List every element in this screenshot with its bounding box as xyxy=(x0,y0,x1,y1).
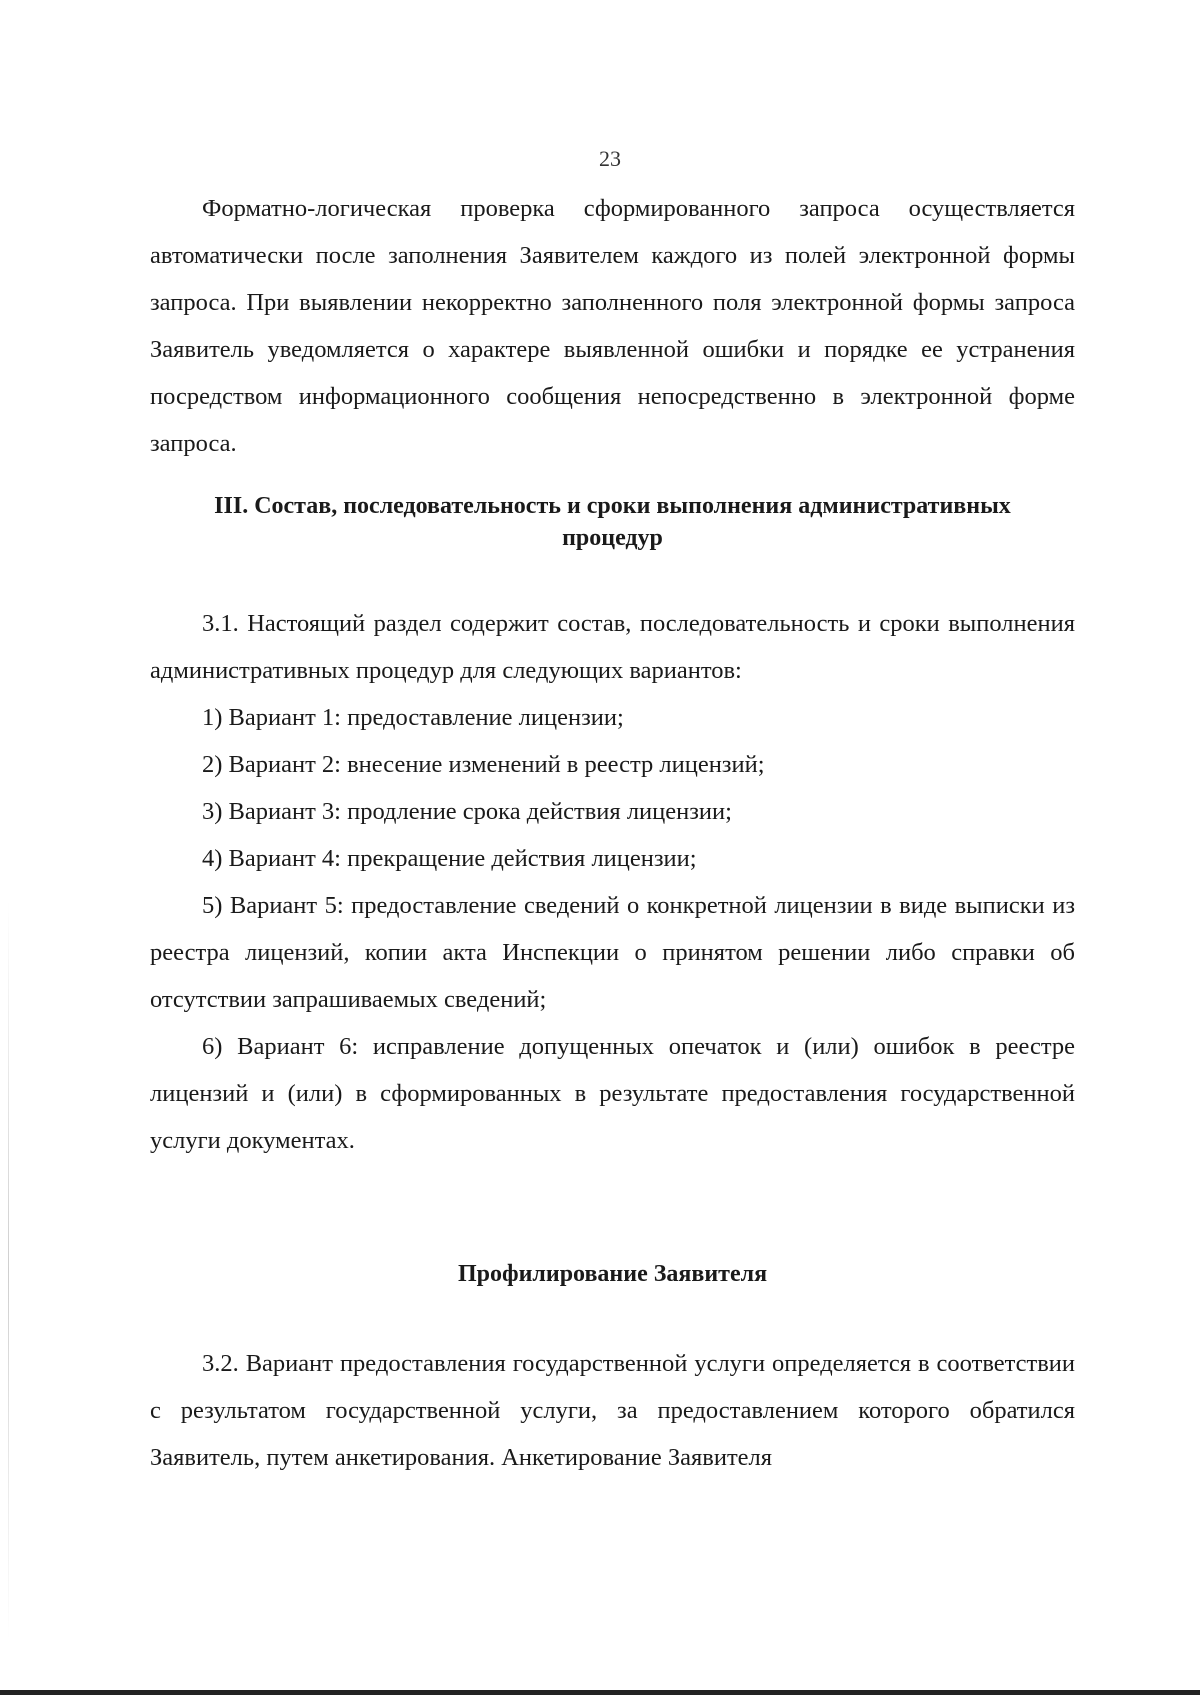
variant-item-6: 6) Вариант 6: исправление допущенных опечаток и (или) ошибок в реестре лицензий и (или) в сформированных в результате предоставления государственной услуги документах. xyxy=(150,1033,1075,1154)
variant-item-5: 5) Вариант 5: предоставление сведений о конкретной лицензии в виде выписки из реестра лицензий, копии акта Инспекции о принятом решении либо справки об отсутствии запрашиваемых сведений; xyxy=(150,892,1075,1013)
subheading-profiling: Профилирование Заявителя xyxy=(457,1261,768,1287)
paragraph-3-2: 3.2. Вариант предоставления государственной услуги определяется в соответствии с результатом государственной услуги, за предоставлением которого обратился Заявитель, путем анкетирования. Анкетирование Заявителя xyxy=(150,1350,1075,1471)
scan-bottom-edge xyxy=(0,1690,1200,1695)
variant-item-4: 4) Вариант 4: прекращение действия лицензии; xyxy=(202,845,697,872)
paragraph-3-1: 3.1. Настоящий раздел содержит состав, последовательность и сроки выполнения административных процедур для следующих вариантов: xyxy=(150,610,1075,684)
variant-item-3: 3) Вариант 3: продление срока действия лицензии; xyxy=(202,798,732,825)
section-heading-line-1: III. Состав, последовательность и сроки выполнения административных xyxy=(214,493,1011,519)
section-3-1-block xyxy=(150,600,1075,1164)
section-heading-block xyxy=(150,490,1075,554)
intro-paragraph-block xyxy=(150,185,1075,467)
subheading-block xyxy=(150,1258,1075,1290)
variant-item-1: 1) Вариант 1: предоставление лицензии; xyxy=(202,704,624,731)
paragraph-format-check: Форматно-логическая проверка сформированного запроса осуществляется автоматически после заполнения Заявителем каждого из полей электронной формы запроса. При выявлении некорректно заполненного поля электронной формы запроса Заявитель уведомляется о характере выявленной ошибки и порядке ее устранения посредством информационного сообщения непосредственно в электронной форме запроса. xyxy=(150,195,1075,457)
section-3-2-block xyxy=(150,1340,1075,1481)
scan-edge-shadow xyxy=(8,900,9,1640)
page-number: 23 xyxy=(599,146,621,171)
variant-item-2: 2) Вариант 2: внесение изменений в реестр лицензий; xyxy=(202,751,765,778)
section-heading-line-2: процедур xyxy=(562,525,663,551)
